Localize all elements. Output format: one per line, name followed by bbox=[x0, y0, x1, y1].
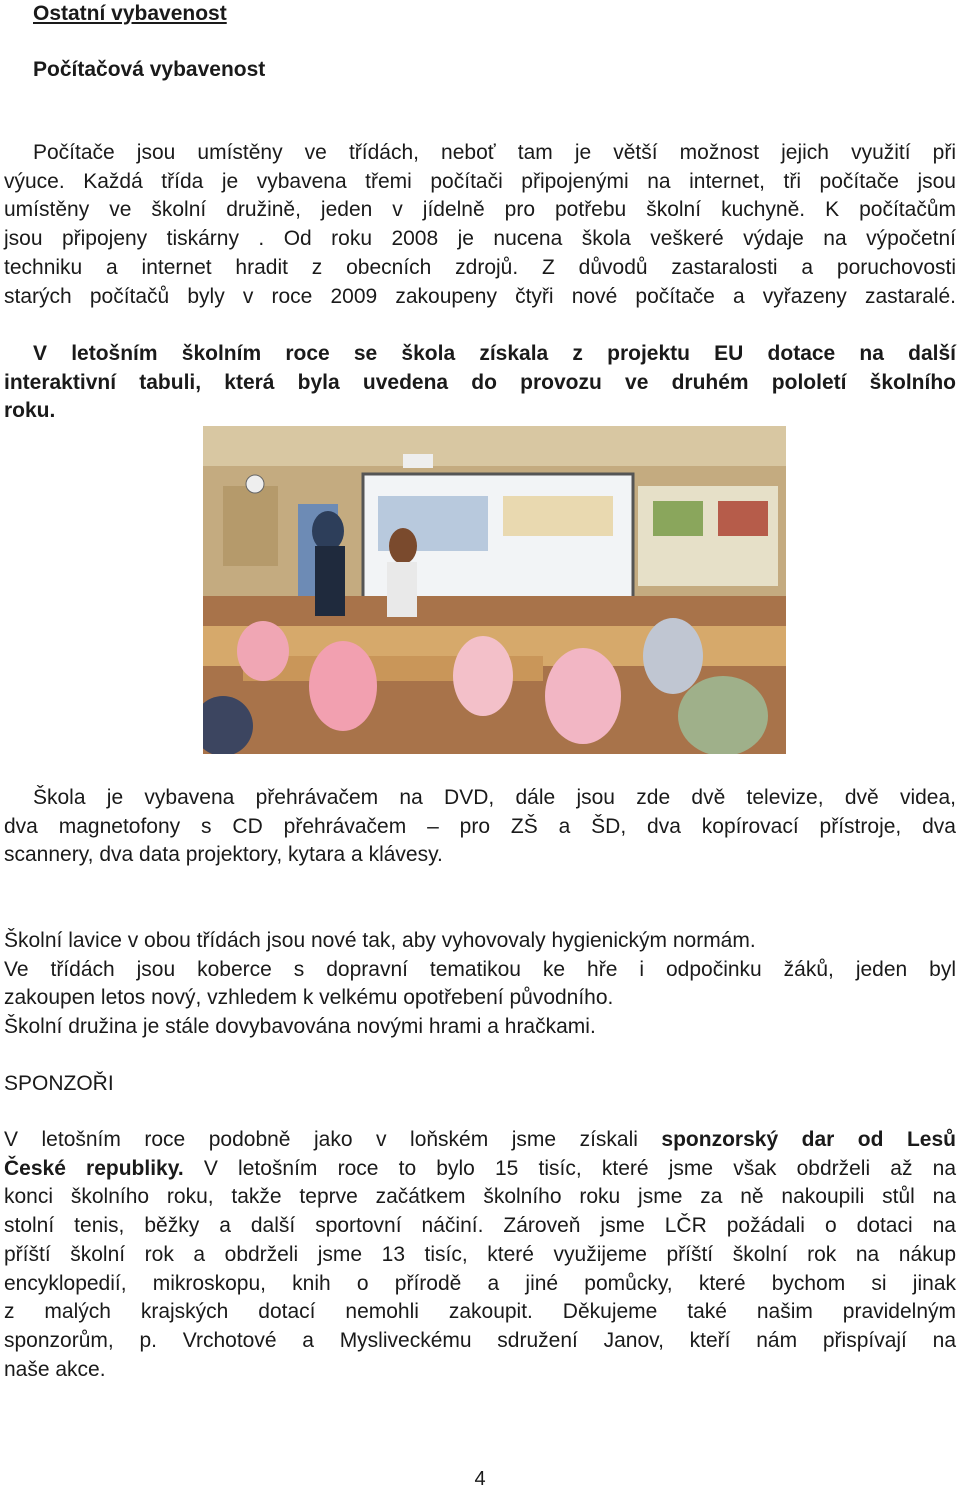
paragraph-computers bbox=[4, 139, 956, 311]
paragraph-sponsors bbox=[4, 1126, 956, 1384]
text-line: V letošním školním roce se škola získala z projektu EU dotace na další bbox=[33, 342, 956, 365]
text-line bbox=[4, 1126, 956, 1155]
text-line: jsou připojeny tiskárny . Od roku 2008 je nucena škola veškeré výdaje na výpočetní bbox=[4, 227, 956, 251]
text-line: stolní tenis, běžky a další sportovní náčiní. Zároveň jsme LČR požádali o dotaci na bbox=[4, 1214, 956, 1238]
section-heading: Ostatní vybavenost bbox=[33, 2, 227, 25]
text-span: V letošním roce to bylo 15 tisíc, které jsme však obdrželi až na bbox=[183, 1156, 957, 1180]
text-line: interaktivní tabuli, která byla uvedena do provozu ve druhém pololetí školního bbox=[4, 370, 956, 394]
text-line: encyklopedií, mikroskopu, knih o přírodě a jiné pomůcky, které bychom si jinak bbox=[4, 1271, 956, 1295]
paragraph-interactive-board bbox=[4, 340, 956, 426]
text-line: naše akce. bbox=[4, 1357, 106, 1381]
sponsor-highlight: sponzorský dar od Lesů bbox=[661, 1128, 956, 1151]
text-line: Školní družina je stále dovybavována novými hrami a hračkami. bbox=[4, 1015, 596, 1039]
page-number: 4 bbox=[474, 1468, 486, 1490]
classroom-photo bbox=[203, 426, 786, 754]
paragraph-equipment bbox=[4, 784, 956, 870]
paragraph-furniture bbox=[4, 927, 956, 1042]
text-line: zakoupen letos nový, vzhledem k velkému opotřebení původního. bbox=[4, 986, 614, 1010]
text-line: z malých krajských dotací nemohli zakoupit. Děkujeme také našim pravidelným bbox=[4, 1300, 956, 1324]
text-line: umístěny ve školní družině, jeden v jídelně pro potřebu školní kuchyně. K počítačům bbox=[4, 198, 956, 222]
text-line: Počítače jsou umístěny ve třídách, neboť tam je větší možnost jejich využití při bbox=[33, 141, 956, 164]
text-line: techniku a internet hradit z obecních zdrojů. Z důvodů zastaralosti a poruchovosti bbox=[4, 255, 956, 279]
text-line: Ve třídách jsou koberce s dopravní tematikou ke hře i odpočinku žáků, jeden byl bbox=[4, 957, 956, 981]
sponsors-heading: SPONZOŘI bbox=[4, 1072, 114, 1095]
text-line: výuce. Každá třída je vybavena třemi počítači připojenými na internet, tři počítače jsou bbox=[4, 169, 956, 193]
subsection-heading: Počítačová vybavenost bbox=[33, 58, 266, 81]
text-line: Školní lavice v obou třídách jsou nové tak, aby vyhovovaly hygienickým normám. bbox=[4, 929, 756, 952]
text-line: Škola je vybavena přehrávačem na DVD, dále jsou zde dvě televize, dvě videa, bbox=[33, 786, 956, 809]
text-span: V letošním roce podobně jako v loňském jsme získali bbox=[4, 1128, 662, 1151]
text-line: příští školní rok a obdrželi jsme 13 tisíc, které využijeme příští školní rok na nákup bbox=[4, 1242, 956, 1266]
text-line: dva magnetofony s CD přehrávačem – pro ZŠ a ŠD, dva kopírovací přístroje, dva bbox=[4, 814, 956, 838]
text-line: scannery, dva data projektory, kytara a klávesy. bbox=[4, 843, 443, 867]
text-line: starých počítačů byly v roce 2009 zakoupeny čtyři nové počítače a vyřazeny zastaralé. bbox=[4, 284, 956, 308]
text-line: sponzorům, p. Vrchotové a Mysliveckému sdružení Janov, kteří nám přispívají na bbox=[4, 1328, 956, 1352]
text-line: roku. bbox=[4, 399, 56, 423]
sponsor-highlight: České republiky. bbox=[4, 1156, 184, 1180]
text-line: konci školního roku, takže teprve začátkem školního roku jsme za ně nakoupili stůl na bbox=[4, 1185, 956, 1209]
text-line bbox=[4, 1155, 956, 1184]
